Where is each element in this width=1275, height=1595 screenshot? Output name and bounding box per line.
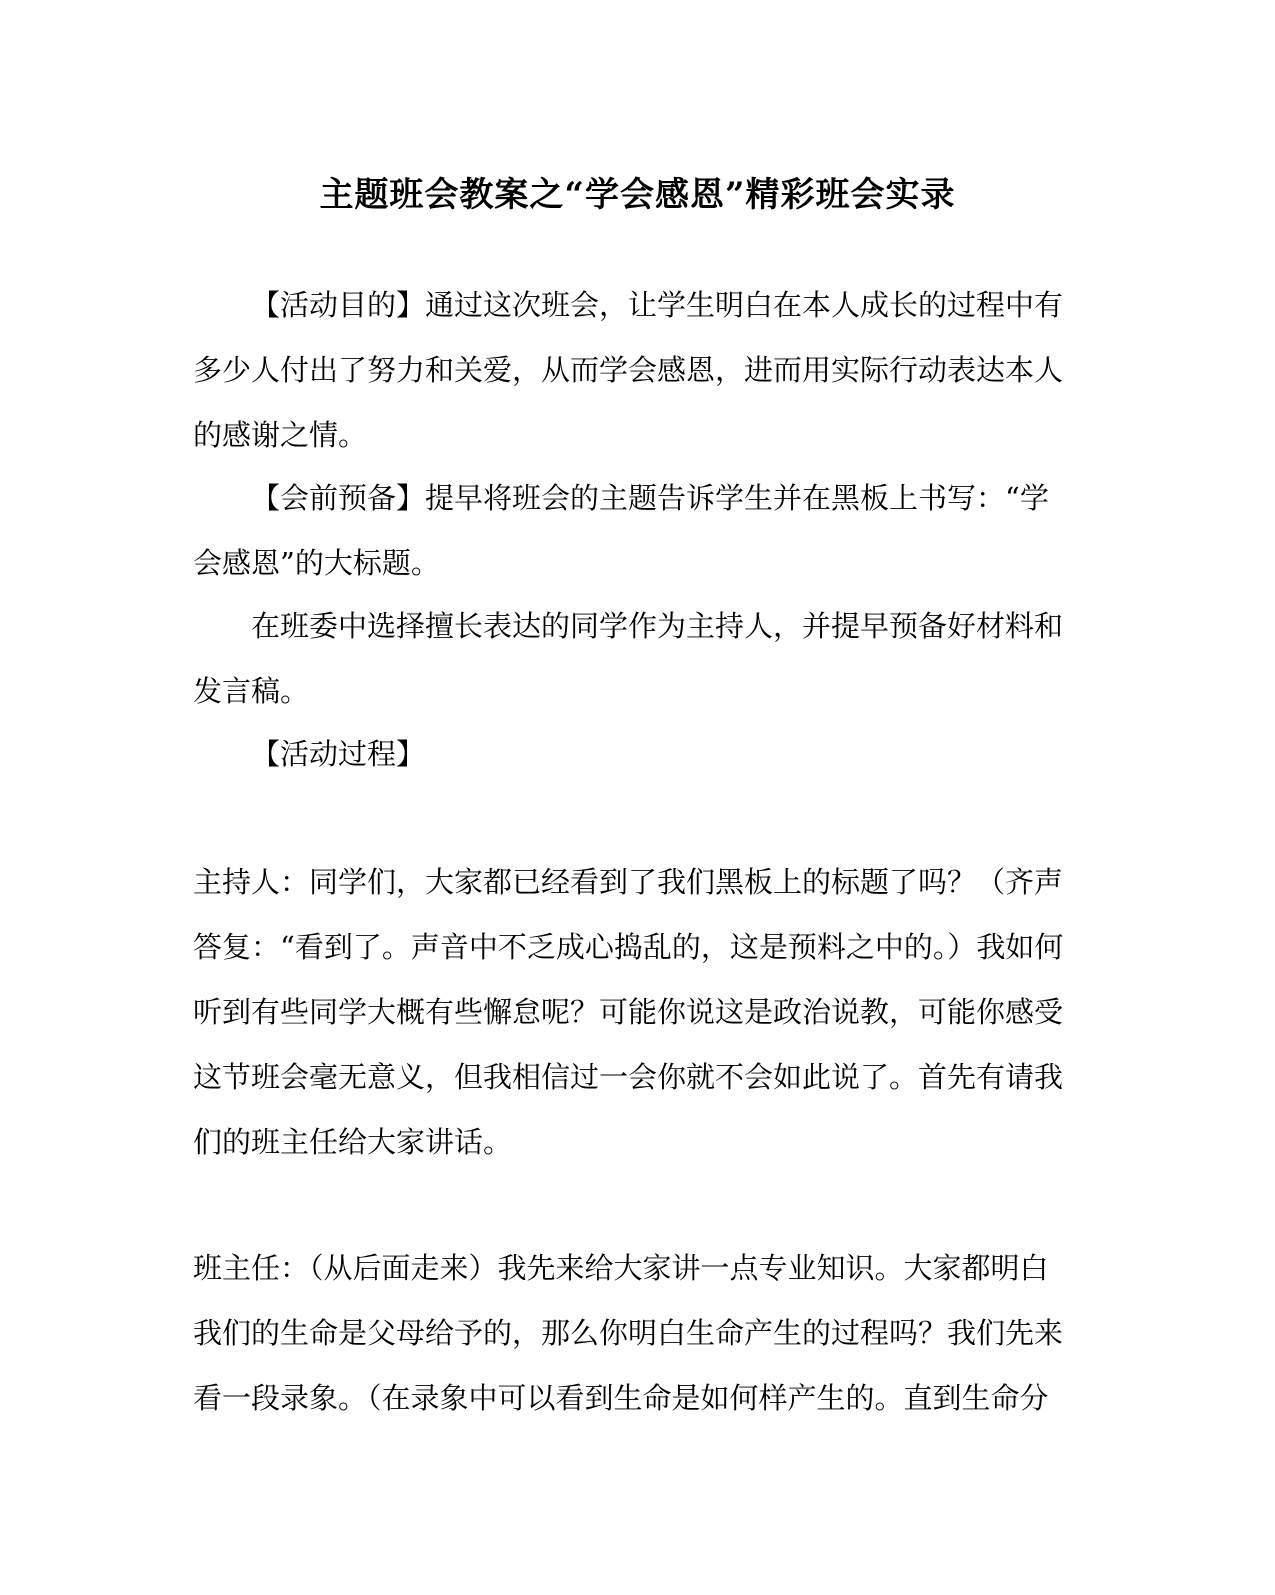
document-title: 主题班会教案之“学会感恩”精彩班会实录 [319, 175, 956, 215]
paragraph-host-speech: 主持人：同学们，大家都已经看到了我们黑板上的标题了吗？（齐声答复：“看到了。声音中不乏成心捣乱的，这是预料之中的。）我如何听到有些同学大概有些懈怠呢？可能你说这是政治说教，可能你感受这节班会毫无意义，但我相信过一会你就不会如此说了。首先有请我们的班主任给大家讲话。 [193, 865, 1064, 1159]
paragraph-host-selection: 在班委中选择擅长表达的同学作为主持人，并提早预备好材料和发言稿。 [193, 609, 1064, 708]
paragraph-activity-process-heading: 【活动过程】 [251, 737, 426, 771]
paragraph-activity-purpose: 【活动目的】通过这次班会，让学生明白在本人成长的过程中有多少人付出了努力和关爱，从而学会感恩，进而用实际行动表达本人的感谢之情。 [193, 288, 1064, 452]
paragraph-preparation: 【会前预备】提早将班会的主题告诉学生并在黑板上书写：“学会感恩”的大标题。 [193, 481, 1049, 580]
paragraph-teacher-speech: 班主任：（从后面走来）我先来给大家讲一点专业知识。大家都明白我们的生命是父母给予的，那么你明白生命产生的过程吗？我们先来看一段录象。（在录象中可以看到生命是如何样产生的。直到生命分 [193, 1251, 1064, 1415]
